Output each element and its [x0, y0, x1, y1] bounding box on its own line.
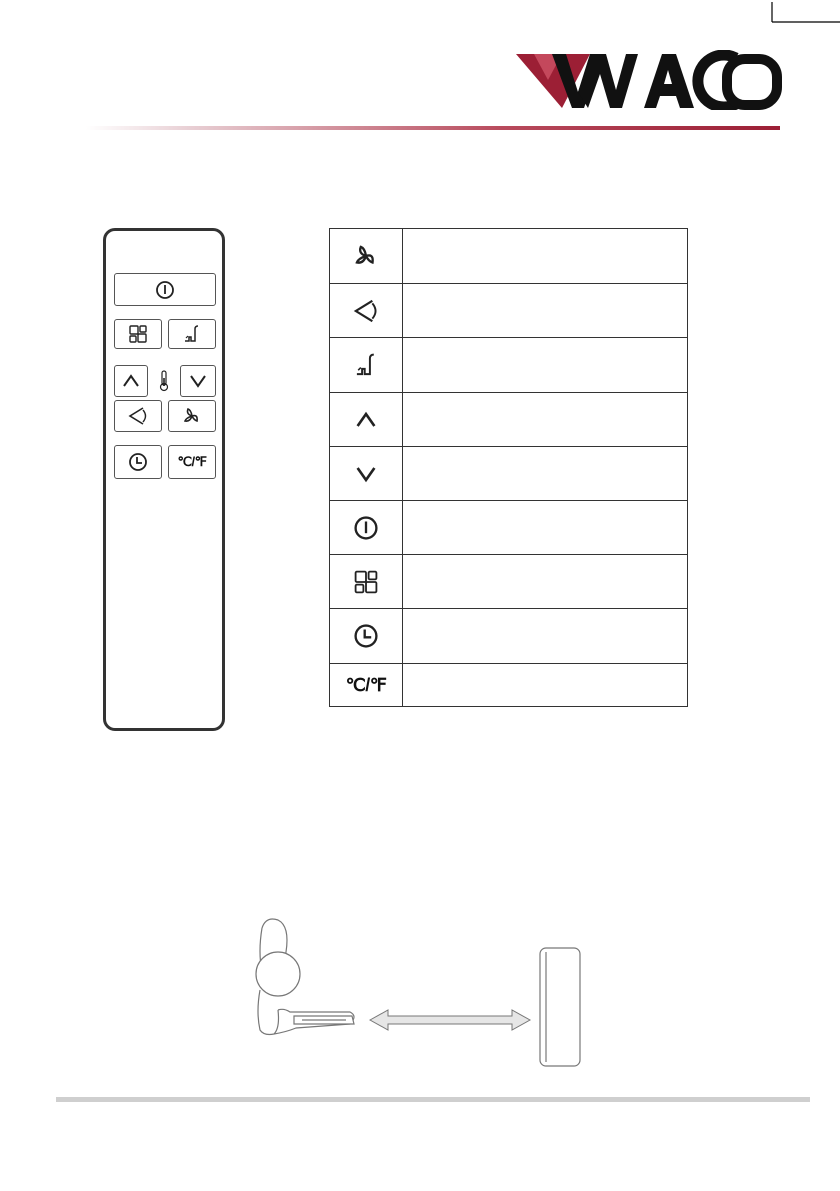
hand-holding-remote-icon	[256, 919, 354, 1035]
chevron-up-icon	[354, 410, 378, 430]
fan-button[interactable]	[168, 400, 216, 432]
fan-icon	[182, 406, 202, 426]
header-divider	[86, 126, 780, 130]
chevron-up-icon	[121, 373, 141, 389]
double-arrow-icon	[370, 1010, 530, 1030]
power-icon	[155, 280, 175, 300]
thermometer-indicator	[150, 365, 178, 397]
legend-row-mode	[330, 555, 687, 609]
legend-row-sleep	[330, 338, 687, 393]
thermometer-icon	[158, 370, 170, 392]
swing-icon	[352, 298, 380, 324]
legend-row-up	[330, 393, 687, 447]
remote-distance-illustration	[250, 912, 590, 1072]
power-button[interactable]	[114, 273, 216, 306]
remote-control	[103, 228, 225, 731]
mode-squares-icon	[353, 569, 379, 595]
chevron-down-icon	[354, 464, 378, 484]
legend-row-swing	[330, 284, 687, 338]
air-conditioner-unit-icon	[540, 948, 580, 1066]
celsius-fahrenheit-label: ℃/℉	[345, 674, 387, 695]
swing-icon	[127, 406, 149, 426]
timer-button[interactable]	[114, 445, 162, 479]
legend-row-timer	[330, 609, 687, 664]
power-icon	[353, 515, 379, 541]
unit-toggle-button[interactable]	[168, 445, 216, 479]
celsius-fahrenheit-label: ℃/℉	[177, 454, 207, 469]
swing-button[interactable]	[114, 400, 162, 432]
temp-down-button[interactable]	[180, 365, 216, 397]
cut-mark	[768, 2, 840, 34]
fan-icon	[353, 243, 379, 269]
temp-up-button[interactable]	[114, 365, 148, 397]
footer-divider	[56, 1097, 810, 1102]
legend-row-power	[330, 501, 687, 555]
sleep-icon	[182, 324, 202, 344]
mode-button[interactable]	[114, 319, 162, 349]
legend-row-unit	[330, 664, 687, 706]
sleep-icon	[353, 351, 379, 379]
legend-row-fan	[330, 229, 687, 284]
logo-letter-o	[722, 54, 782, 110]
legend-row-down	[330, 447, 687, 501]
chevron-down-icon	[188, 373, 208, 389]
sleep-button[interactable]	[168, 319, 216, 349]
clock-icon	[128, 452, 148, 472]
button-legend-table	[329, 228, 688, 707]
mode-squares-icon	[128, 324, 148, 344]
clock-icon	[353, 623, 379, 649]
